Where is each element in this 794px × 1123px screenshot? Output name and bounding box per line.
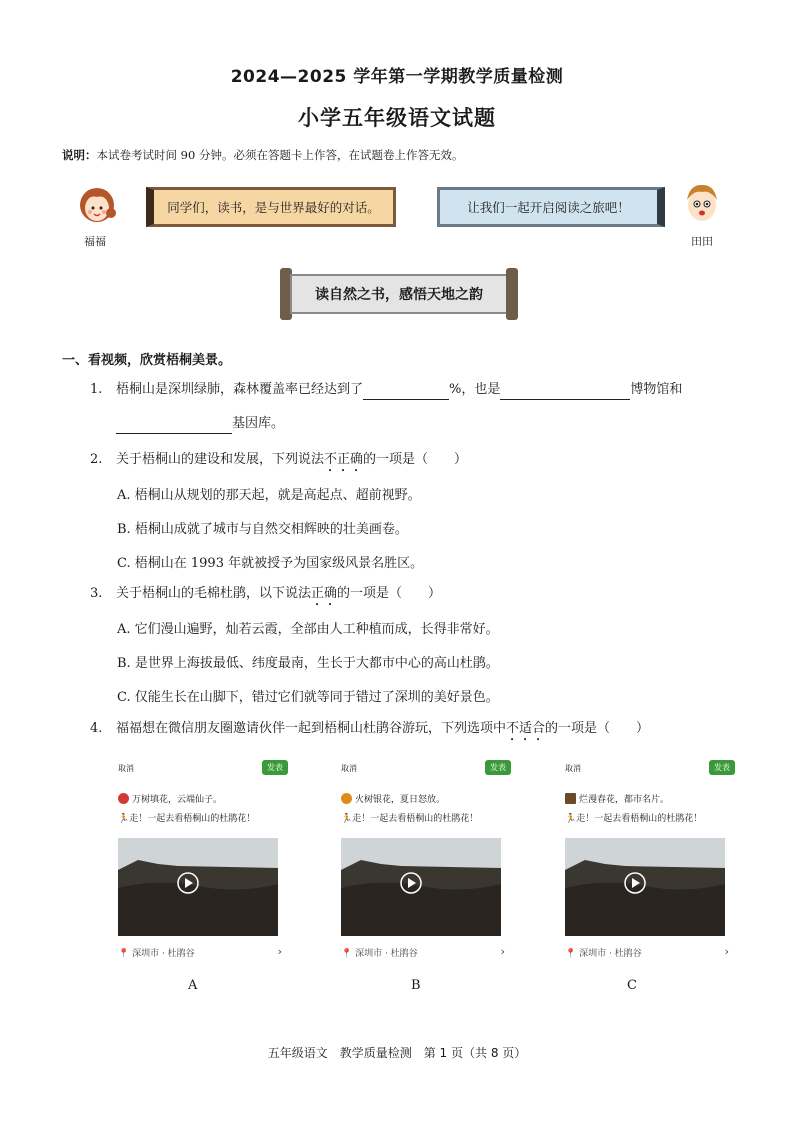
question-2 bbox=[90, 450, 467, 475]
note-label: 说明： bbox=[62, 148, 97, 162]
q3-option-a[interactable]: A. 它们漫山遍野，灿若云霞，全部由人工种植而成，长得非常好。 bbox=[117, 622, 499, 637]
exam-instructions bbox=[62, 147, 463, 163]
card-caption bbox=[118, 792, 222, 805]
q2-stem-b: 的一项是（ ） bbox=[363, 452, 468, 467]
left-speech-banner bbox=[146, 187, 396, 227]
card-invite-text: 走！一起去看梧桐山的杜鹃花！ bbox=[352, 814, 479, 824]
chevron-right-icon: › bbox=[277, 945, 282, 958]
q4-stem-a: 福福想在微信朋友圈邀请伙伴一起到梧桐山杜鹃谷游玩，下列选项中 bbox=[116, 721, 507, 736]
q3-stem-a: 关于梧桐山的毛棉杜鹃，以下说法 bbox=[116, 586, 312, 601]
location-text: 深圳市 · 杜鹃谷 bbox=[579, 949, 642, 959]
question-number: 4. bbox=[90, 721, 103, 736]
post-button[interactable]: 发表 bbox=[485, 760, 511, 775]
question-3 bbox=[90, 584, 441, 609]
location-row[interactable]: 📍 深圳市 · 杜鹃谷 › bbox=[118, 945, 282, 959]
boy-name: 田田 bbox=[691, 235, 713, 248]
card-invite bbox=[565, 811, 702, 824]
exam-title: 2024—2025 学年第一学期教学质量检测 bbox=[230, 67, 564, 87]
location-text: 深圳市 · 杜鹃谷 bbox=[355, 949, 418, 959]
boy-avatar-icon bbox=[680, 180, 724, 226]
location-row[interactable]: 📍 深圳市 · 杜鹃谷 › bbox=[341, 945, 505, 959]
option-letter-a: A bbox=[188, 978, 198, 993]
q3-option-b[interactable]: B. 是世界上海拔最低、纬度最南，生长于大都市中心的高山杜鹃。 bbox=[117, 656, 499, 671]
question-number: 3. bbox=[90, 586, 103, 601]
video-thumbnail[interactable] bbox=[565, 838, 725, 936]
girl-avatar-icon bbox=[75, 183, 119, 229]
q3-stem-b: 的一项是（ ） bbox=[337, 586, 442, 601]
section-heading: 一、看视频，欣赏梧桐美景。 bbox=[62, 353, 232, 368]
question-4 bbox=[90, 719, 649, 744]
q2-option-a[interactable]: A. 梧桐山从规划的那天起，就是高起点、超前视野。 bbox=[117, 488, 421, 503]
q4-stem-b: 的一项是（ ） bbox=[545, 721, 650, 736]
q3-option-c[interactable]: C. 仅能生长在山脚下，错过它们就等同于错过了深圳的美好景色。 bbox=[117, 690, 499, 705]
chevron-right-icon: › bbox=[500, 945, 505, 958]
post-button[interactable]: 发表 bbox=[709, 760, 735, 775]
chevron-right-icon: › bbox=[724, 945, 729, 958]
q2-stem-a: 关于梧桐山的建设和发展，下列说法 bbox=[116, 452, 325, 467]
note-text: 本试卷考试时间 90 分钟。必须在答题卡上作答，在试题卷上作答无效。 bbox=[96, 148, 464, 162]
card-invite bbox=[118, 811, 255, 824]
card-caption-text: 万树填花，云端仙子。 bbox=[132, 795, 223, 805]
q2-option-b[interactable]: B. 梧桐山成就了城市与自然交相辉映的壮美画卷。 bbox=[117, 522, 408, 537]
sun-icon bbox=[341, 793, 352, 804]
video-thumbnail[interactable] bbox=[341, 838, 501, 936]
runner-icon: 🏃 bbox=[118, 814, 130, 824]
scroll-roller-right bbox=[506, 268, 518, 320]
post-card-c[interactable] bbox=[565, 760, 735, 960]
right-speech-banner bbox=[437, 187, 665, 227]
heart-icon bbox=[118, 793, 129, 804]
page-footer: 五年级语文 教学质量检测 第 1 页（共 8 页） bbox=[267, 1046, 527, 1060]
card-invite-text: 走！一起去看梧桐山的杜鹃花！ bbox=[576, 814, 703, 824]
video-thumbnail[interactable] bbox=[118, 838, 278, 936]
card-caption bbox=[565, 792, 669, 805]
q2-option-c[interactable]: C. 梧桐山在 1993 年就被授予为国家级风景名胜区。 bbox=[117, 556, 424, 571]
q1-blank-2[interactable] bbox=[500, 386, 630, 400]
location-text: 深圳市 · 杜鹃谷 bbox=[132, 949, 195, 959]
question-1 bbox=[90, 380, 682, 400]
q1-blank-3[interactable] bbox=[116, 420, 232, 434]
cancel-label[interactable]: 取消 bbox=[118, 764, 134, 773]
q3-emphasis: 正确 bbox=[311, 586, 338, 601]
card-invite-text: 走！一起去看梧桐山的杜鹃花！ bbox=[129, 814, 256, 824]
cancel-label[interactable]: 取消 bbox=[341, 764, 357, 773]
q1-text-part1: 梧桐山是深圳绿肺，森林覆盖率已经达到了 bbox=[116, 382, 364, 397]
option-letter-c: C bbox=[627, 978, 637, 993]
post-button[interactable]: 发表 bbox=[262, 760, 288, 775]
runner-icon: 🏃 bbox=[565, 814, 577, 824]
q2-emphasis: 不正确 bbox=[324, 452, 364, 467]
girl-name: 福福 bbox=[84, 235, 106, 248]
q1-text-part3: 博物馆和 bbox=[630, 382, 683, 397]
question-number: 1. bbox=[90, 382, 103, 397]
city-icon bbox=[565, 793, 576, 804]
card-caption-text: 烂漫春花，都市名片。 bbox=[579, 795, 670, 805]
exam-subtitle: 小学五年级语文试题 bbox=[298, 106, 496, 130]
card-invite bbox=[341, 811, 478, 824]
theme-text: 读自然之书，感悟天地之韵 bbox=[315, 287, 483, 303]
card-caption-text: 火树银花，夏日怒放。 bbox=[355, 795, 446, 805]
cancel-label[interactable]: 取消 bbox=[565, 764, 581, 773]
left-speech-text: 同学们，读书，是与世界最好的对话。 bbox=[167, 200, 380, 215]
q4-emphasis: 不适合 bbox=[506, 721, 546, 736]
question-number: 2. bbox=[90, 452, 103, 467]
theme-banner bbox=[290, 274, 508, 314]
right-speech-text: 让我们一起开启阅读之旅吧！ bbox=[467, 200, 630, 215]
q1-text-part2: %，也是 bbox=[449, 382, 501, 397]
theme-scroll bbox=[280, 268, 518, 320]
location-row[interactable]: 📍 深圳市 · 杜鹃谷 › bbox=[565, 945, 729, 959]
card-caption bbox=[341, 792, 445, 805]
post-card-b[interactable] bbox=[341, 760, 511, 960]
question-1-continued bbox=[116, 414, 284, 434]
runner-icon: 🏃 bbox=[341, 814, 353, 824]
q1-text-part4: 基因库。 bbox=[232, 416, 285, 431]
post-card-a[interactable] bbox=[118, 760, 288, 960]
option-letter-b: B bbox=[411, 978, 421, 993]
q1-blank-1[interactable] bbox=[363, 386, 449, 400]
